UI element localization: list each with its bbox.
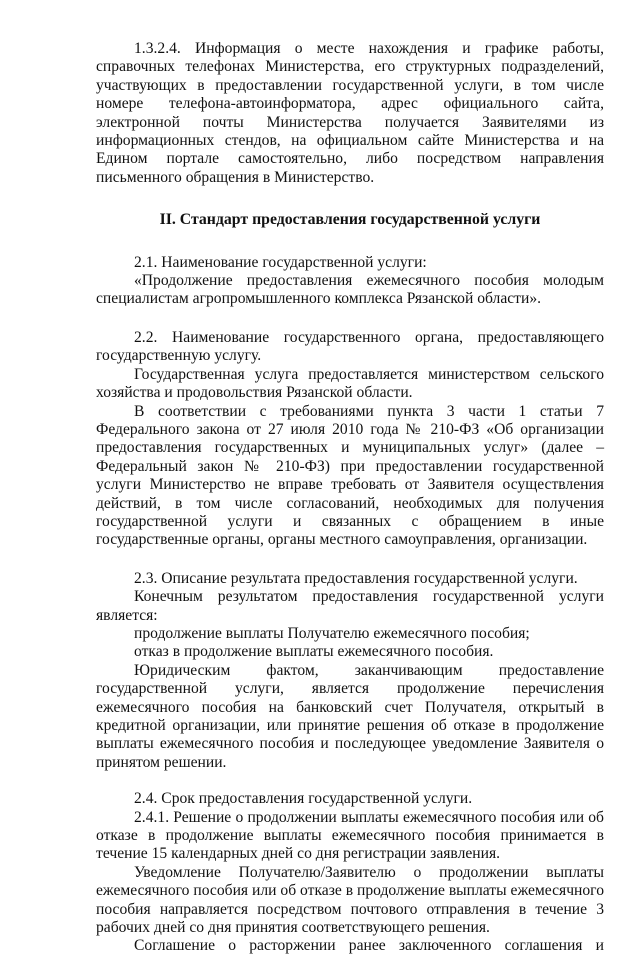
section-2-2-text-1: Государственная услуга предоставляется министерством сельского хозяйства и продовольствия Рязанской области. (96, 365, 604, 402)
section-2-3-item-2: отказ в продолжение выплаты ежемесячного пособия. (134, 643, 494, 661)
section-2-3-text: Юридическим фактом, заканчивающим предоставление государственной услуги, является продолжение перечисления ежемесячного пособия на банковский счет Получателя, открытый в кредитной организации, или принятие решения об отказе в продолжение выплаты ежемесячного пособия и последующее уведомление Заявителя о принятом решении. (96, 661, 604, 771)
section-2-1-text: «Продолжение предоставления ежемесячного пособия молодым специалистам агропромышленного комплекса Рязанской области». (96, 272, 604, 308)
section-2-1-heading: 2.1. Наименование государственной услуги: (134, 253, 427, 271)
section-2-4-heading: 2.4. Срок предоставления государственной услуги. (134, 790, 473, 808)
section-2-4-text-2: Уведомление Получателю/Заявителю о продолжении выплаты ежемесячного пособия или об отказе в продолжение выплаты ежемесячного пособия направляется посредством почтового отправления в течение 3 рабочих дней со дня принятия соответствующего решения. (96, 863, 604, 937)
paragraph-1-3-2-4: 1.3.2.4. Информация о месте нахождения и графике работы, справочных телефонах Министерства, его структурных подразделений, участвующих в предоставлении государственной услуги, в том числе номере телефона-автоинформатора, адрес официального сайта, электронной почты Министерства получается Заявителями из информационных стендов, на официальном сайте Министерства и на Едином портале самостоятельно, либо посредством направления письменного обращения в Министерство. (96, 40, 604, 186)
section-2-2-heading: 2.2. Наименование государственного органа, предоставляющего государственную услугу. (96, 328, 604, 365)
section-2-4-text-3: Соглашение о расторжении ранее заключенного соглашения и (134, 937, 604, 955)
document-page (96, 40, 604, 956)
section-2-3-heading: 2.3. Описание результата предоставления государственной услуги. (134, 569, 578, 587)
section-2-3-intro: Конечным результатом предоставления государственной услуги является: (96, 588, 604, 624)
section-2-4-text-1: 2.4.1. Решение о продолжении выплаты ежемесячного пособия или об отказе в продолжение выплаты ежемесячного пособия принимается в течение 15 календарных дней со дня регистрации заявления. (96, 808, 604, 863)
section-2-3-item-1: продолжение выплаты Получателю ежемесячного пособия; (134, 624, 530, 642)
section-2-2-text-2: В соответствии с требованиями пункта 3 части 1 статьи 7 Федерального закона от 27 июля 2010 года № 210-ФЗ «Об организации предоставления государственных и муниципальных услуг» (далее – Федеральный закон № 210-ФЗ) при предоставлении государственной услуги Министерство не вправе требовать от Заявителя осуществления действий, в том числе согласований, необходимых для получения государственной услуги и связанных с обращением в иные государственные органы, органы местного самоуправления, организации. (96, 402, 604, 549)
section-ii-title: II. Стандарт предоставления государственной услуги (159, 211, 541, 229)
